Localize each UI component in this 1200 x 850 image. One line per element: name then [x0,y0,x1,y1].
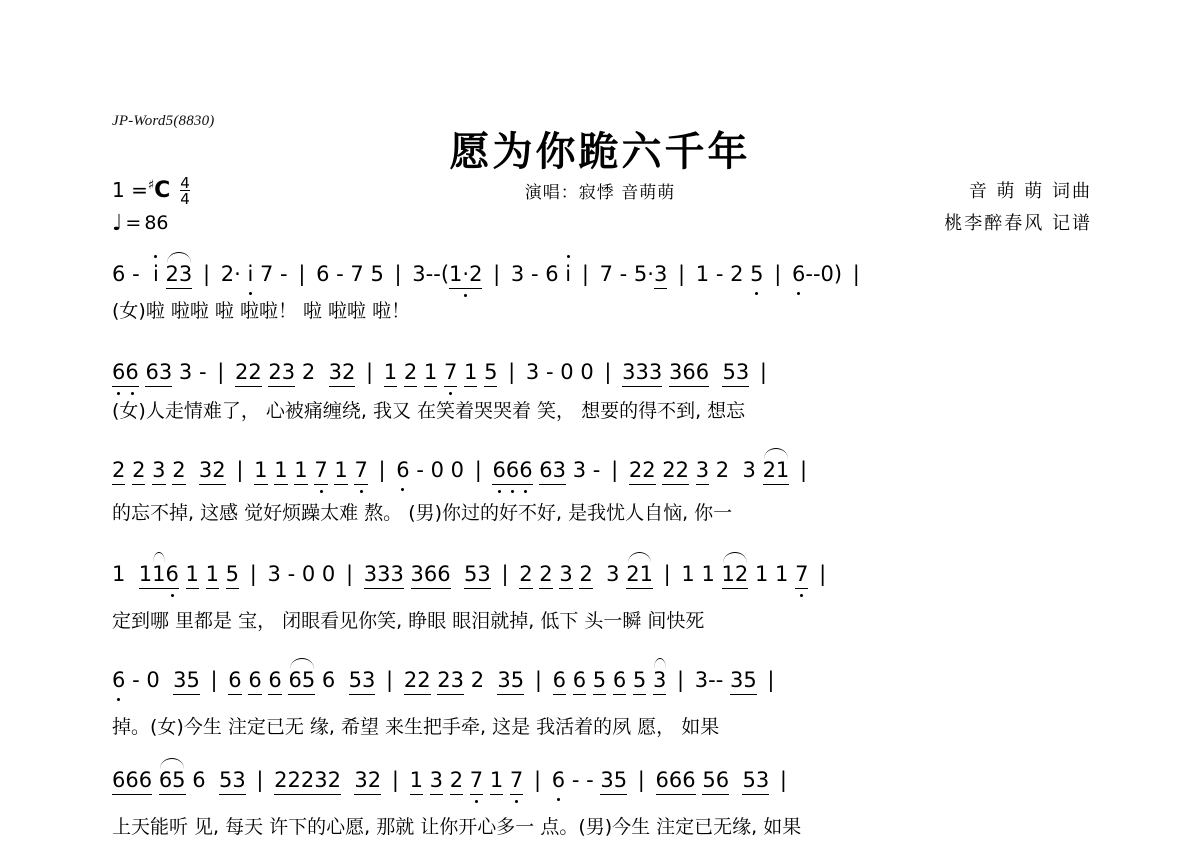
time-signature [180,176,190,206]
notes-row: 6 - 0 35 | 6 6 6 65 6 53 | 22 23 2 35 | 6 6 5 6 5 3 | 3-- 35 | [112,668,1092,702]
lyrics-row: 定到哪 里都是 宝， 闭眼看见你笑, 睁眼 眼泪就掉, 低下 头一瞬 间快死 [112,610,705,632]
notes-row: 66 63 3 - | 22 23 2 32 | 1 2 1 7 1 5 | 3 - 0 0 | 333 366 53 | [112,360,1092,394]
credit-line-transcriber: 桃李醉春风 记谱 [944,213,1092,234]
document-id-label: JP-Word5(8830) [112,113,215,129]
tempo-marking [112,212,169,234]
sharp-icon: ♯ [147,177,155,193]
lyrics-row: (女)人走情难了， 心被痛缠绕, 我又 在笑着哭哭着 笑， 想要的得不到, 想忘 [112,400,746,422]
notes-row: 2 2 3 2 32 | 1 1 1 7 1 7 | 6 - 0 0 | 666 63 3 - | 22 22 3 2 3 21 | [112,458,1092,492]
notes-row: 1 116 1 1 5 | 3 - 0 0 | 333 366 53 | 2 2 3 2 3 21 | 1 1 12 1 1 7 | [112,562,1092,596]
performer-line: 演唱：寂悸 音萌萌 [524,183,676,203]
page-title: 愿为你跪六千年 [449,129,751,175]
notes-row: 666 65 6 53 | 22232 32 | 1 3 2 7 1 7 | 6 - - 35 | 666 56 53 | [112,768,1092,802]
key-note: C [154,177,171,203]
key-prefix: 1 = [112,178,148,202]
notes-row: 6 - i 23 | 2· i 7 - | 6 - 7 5 | 3--(1·2 | 3 - 6 i | 7 - 5·3 | 1 - 2 5 | 6--0) | [112,262,1092,296]
lyrics-row: 掉。(女)今生 注定已无 缘, 希望 来生把手牵, 这是 我活着的夙 愿， 如果 [112,716,720,738]
key-signature [112,174,190,208]
lyrics-row: 上天能听 见, 每天 许下的心愿, 那就 让你开心多一 点。(男)今生 注定已无缘, 如果 [112,816,802,838]
credit-line-composer: 音 萌 萌 词曲 [968,181,1092,202]
quarter-note-icon: ♩ [112,210,123,236]
tempo-value: 86 [144,212,169,234]
tempo-equals: = [125,212,142,234]
lyrics-row: 的忘不掉, 这感 觉好烦躁太难 熬。 (男)你过的好不好, 是我忧人自恼, 你一 [112,502,733,524]
time-signature-denominator: 4 [180,190,190,208]
credits-block [944,176,1092,240]
lyrics-row: (女)啦 啦啦 啦 啦啦！ 啦 啦啦 啦！ [112,300,411,322]
time-signature-numerator: 4 [180,174,190,192]
